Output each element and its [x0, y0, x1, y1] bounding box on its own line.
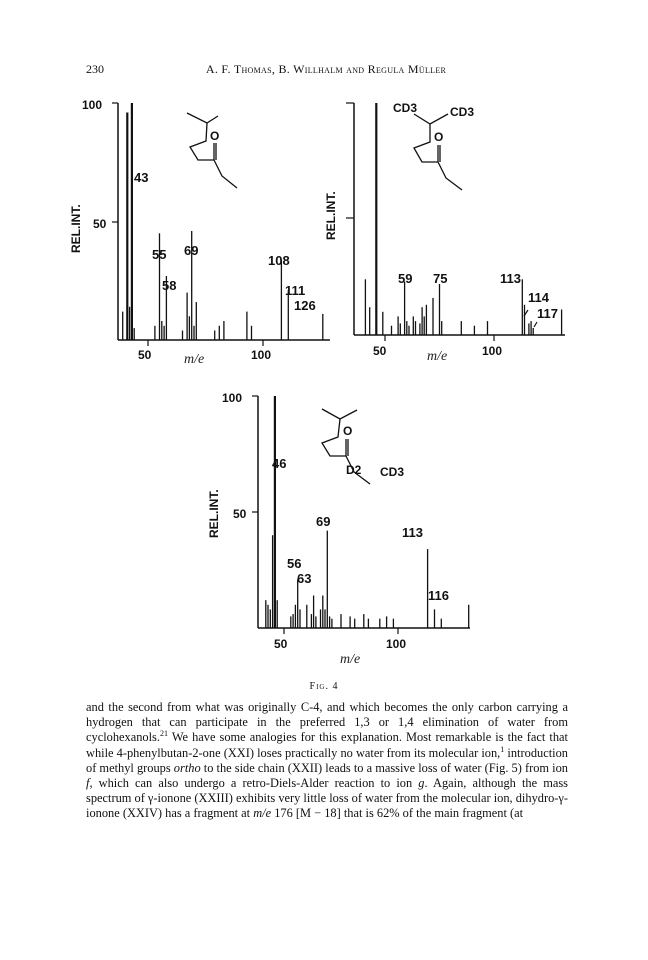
peak-label-59: 59 — [398, 271, 413, 286]
peak-label-108: 108 — [268, 253, 290, 268]
peak-label-55: 55 — [152, 247, 167, 262]
x-axis-label: m/e — [340, 652, 361, 667]
peak-label-63: 63 — [297, 571, 312, 586]
x-tick-label-50: 50 — [373, 344, 387, 358]
peak-label-69: 69 — [316, 514, 331, 529]
structure-oxygen: O — [343, 424, 353, 438]
x-tick-label-50: 50 — [274, 637, 288, 651]
y-tick-label-50: 50 — [233, 507, 247, 521]
peak-label-46: 46 — [272, 456, 287, 471]
y-tick-label-50: 50 — [93, 217, 107, 231]
spectrum-3 — [207, 391, 470, 667]
y-axis-label: REL.INT. — [69, 204, 83, 253]
peak-label-69: 69 — [184, 243, 199, 258]
structure-cd3: CD3 — [380, 465, 405, 479]
structure-oxygen: O — [210, 129, 220, 143]
spectrum-2 — [324, 101, 565, 364]
peak-label-116: 116 — [428, 588, 449, 603]
peak-label-43: 43 — [134, 170, 149, 185]
peak-label-56: 56 — [287, 556, 302, 571]
running-head-authors: A. F. Thomas, B. Willhalm and Regula Müller — [205, 62, 447, 76]
body-paragraph: and the second from what was originally C-4, and which becomes the only carbon carrying a hydrogen that can participate in the preferred 1,3 or 1,4 elimination of water from cyclohexanols.$^{21}$ We have some analogies for this explanation. Most remarkable is the fact that while 4-phenylbutan-2-one (XXI) loses practically no water from its molecular ion,$^1$ introduction of methyl groups ortho to the side chain (XXII) leads to a massive loss of water (Fig. 5) from ion f, which can also undergo a retro-Diels-Alder reaction to ion g. Again, although the mass spectrum of γ-ionone (XXIII) exhibits very little loss of water from the molecular ion, dihydro-γ-ionone (XXIV) has a fragment at m/e 176 [M − 18] that is 62% of the main fragment (at — [86, 700, 569, 821]
peak-label-58: 58 — [162, 278, 177, 293]
x-tick-label-50: 50 — [138, 348, 152, 362]
y-tick-label-100: 100 — [222, 391, 243, 405]
structure-cd3-left: CD3 — [393, 101, 418, 115]
peaks-spectrum-1 — [123, 103, 323, 340]
peak-label-114: 114 — [528, 290, 549, 305]
body-text — [86, 700, 568, 822]
figure-caption: Fig. 4 — [309, 681, 339, 692]
structure-d2: D2 — [346, 463, 362, 477]
x-tick-label-100: 100 — [482, 344, 503, 358]
x-axis-label: m/e — [184, 352, 205, 367]
peak-label-113: 113 — [500, 271, 521, 286]
y-tick-label-100: 100 — [82, 98, 103, 112]
structure-cd3-right: CD3 — [450, 105, 475, 119]
spectrum-1 — [69, 98, 330, 367]
structure-methylheptenone — [187, 113, 237, 188]
peak-label-113: 113 — [402, 525, 423, 540]
x-tick-label-100: 100 — [386, 637, 407, 651]
peak-arrow-117 — [534, 322, 537, 327]
structure-oxygen: O — [434, 130, 444, 144]
y-axis-label: REL.INT. — [324, 191, 338, 240]
peak-label-117: 117 — [537, 306, 558, 321]
peak-label-75: 75 — [433, 271, 448, 286]
peak-label-111: 111 — [285, 283, 306, 298]
y-axis-label: REL.INT. — [207, 489, 221, 538]
page-number: 230 — [86, 62, 104, 76]
x-axis-label: m/e — [427, 349, 448, 364]
x-tick-label-100: 100 — [251, 348, 272, 362]
structure-d6-methylheptenone — [414, 114, 462, 190]
peak-label-126: 126 — [294, 298, 316, 313]
